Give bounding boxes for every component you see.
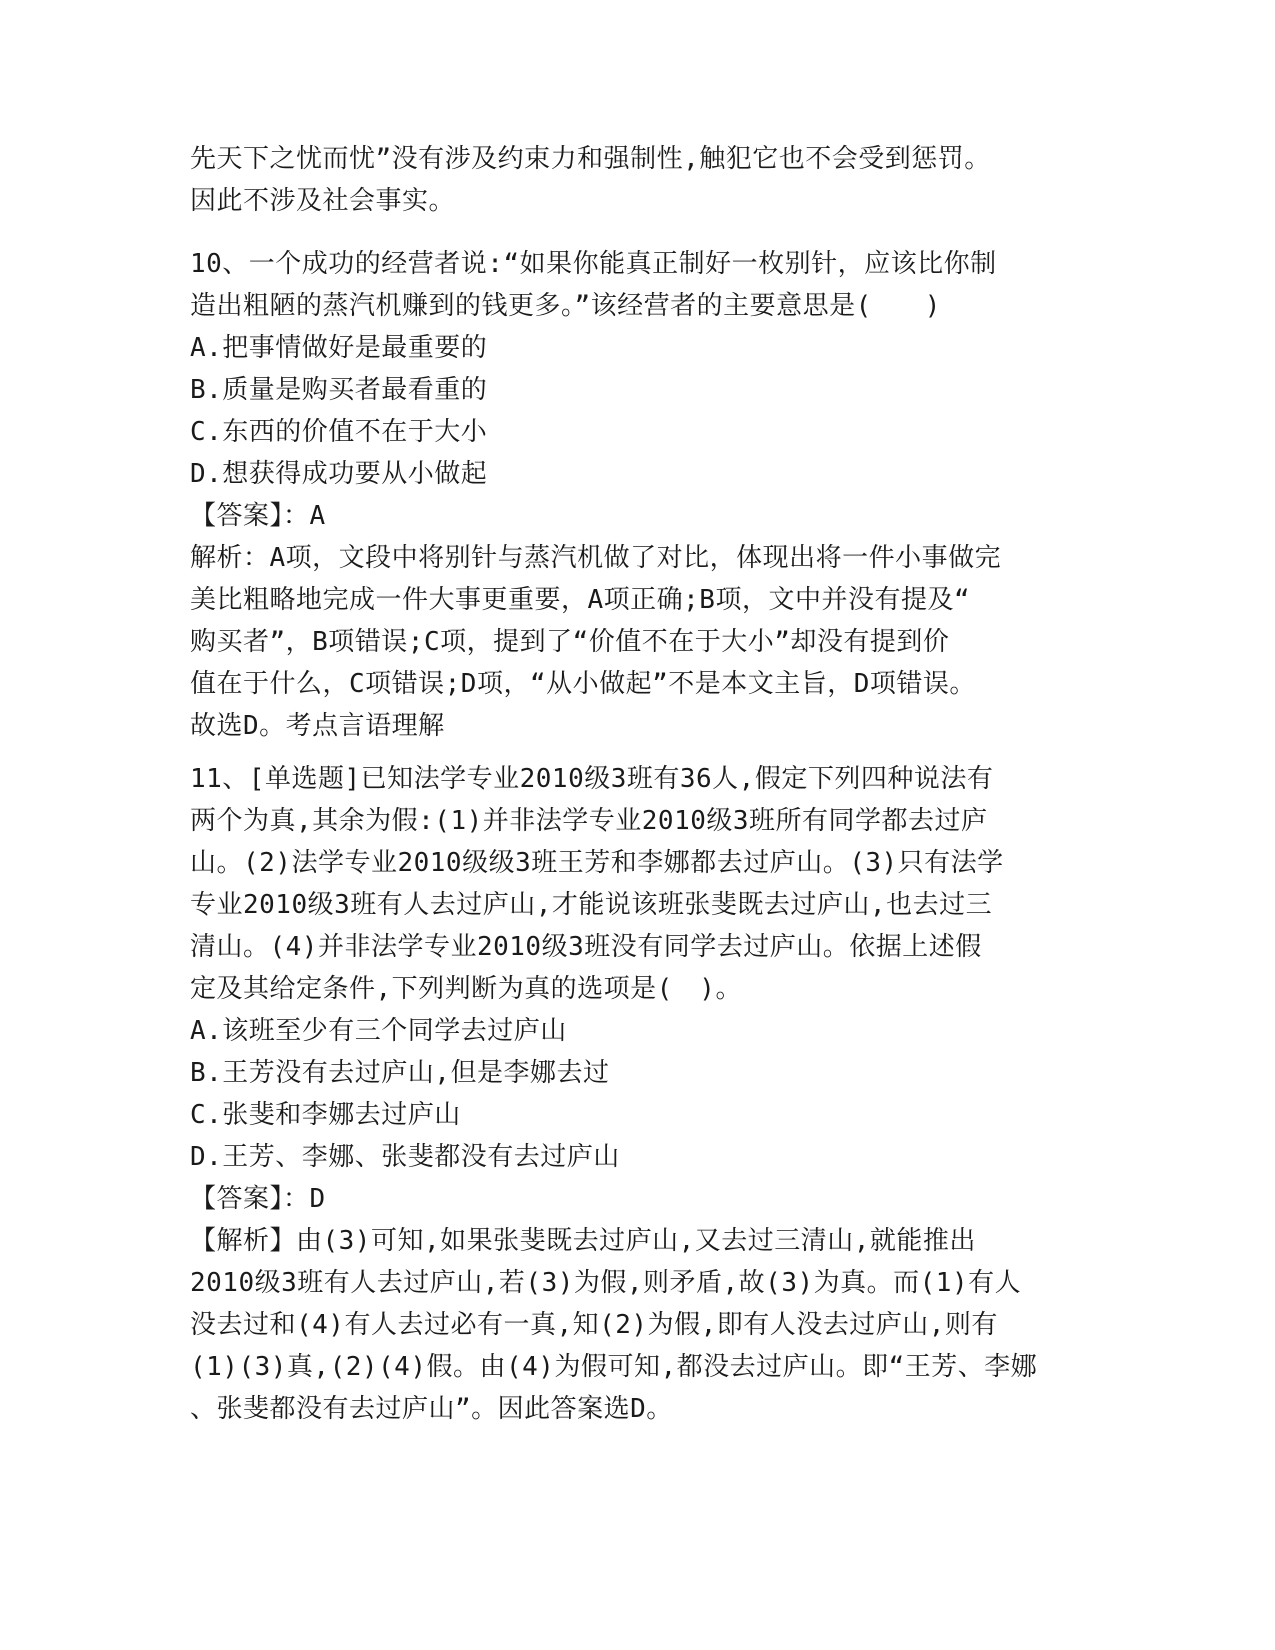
question-stem-line: 清山。(4)并非法学专业2010级3班没有同学去过庐山。依据上述假 xyxy=(190,932,982,962)
question-stem-line: 造出粗陋的蒸汽机赚到的钱更多。”该经营者的主要意思是( ) xyxy=(190,291,941,321)
question-10 xyxy=(190,243,1090,747)
option-c: C.东西的价值不在于大小 xyxy=(190,417,488,447)
answer-line: 【答案】：D xyxy=(190,1184,326,1214)
analysis-line: (1)(3)真,(2)(4)假。由(4)为假可知,都没去过庐山。即“王芳、李娜 xyxy=(190,1352,1038,1382)
analysis-line: 【解析】由(3)可知,如果张斐既去过庐山,又去过三清山,就能推出 xyxy=(190,1226,976,1256)
analysis-line: 值在于什么，C项错误;D项，“从小做起”不是本文主旨，D项错误。 xyxy=(190,669,976,699)
analysis-line: 解析：A项，文段中将别针与蒸汽机做了对比，体现出将一件小事做完 xyxy=(190,543,1002,573)
text-line: 先天下之忧而忧”没有涉及约束力和强制性,触犯它也不会受到惩罚。 xyxy=(190,144,991,174)
analysis-line: 2010级3班有人去过庐山,若(3)为假,则矛盾,故(3)为真。而(1)有人 xyxy=(190,1268,1022,1298)
option-d: D.王芳、李娜、张斐都没有去过庐山 xyxy=(190,1142,620,1172)
option-d: D.想获得成功要从小做起 xyxy=(190,459,488,489)
question-stem-line: 两个为真,其余为假:(1)并非法学专业2010级3班所有同学都去过庐 xyxy=(190,806,988,836)
analysis-line: 、张斐都没有去过庐山”。因此答案选D。 xyxy=(190,1394,673,1424)
option-b: B.王芳没有去过庐山,但是李娜去过 xyxy=(190,1058,610,1088)
question-stem-line: 11、[单选题]已知法学专业2010级3班有36人,假定下列四种说法有 xyxy=(190,764,994,794)
text-line: 因此不涉及社会事实。 xyxy=(190,186,456,216)
question-stem-line: 山。(2)法学专业2010级级3班王芳和李娜都去过庐山。(3)只有法学 xyxy=(190,848,1004,878)
option-a: A.该班至少有三个同学去过庐山 xyxy=(190,1016,567,1046)
analysis-line: 美比粗略地完成一件大事更重要，A项正确;B项，文中并没有提及“ xyxy=(190,585,971,615)
option-c: C.张斐和李娜去过庐山 xyxy=(190,1100,461,1130)
question-stem-line: 10、一个成功的经营者说:“如果你能真正制好一枚别针，应该比你制 xyxy=(190,249,997,279)
previous-analysis-continuation xyxy=(190,138,1090,222)
answer-line: 【答案】：A xyxy=(190,501,326,531)
question-stem-line: 专业2010级3班有人去过庐山,才能说该班张斐既去过庐山,也去过三 xyxy=(190,890,993,920)
analysis-line: 购买者”，B项错误;C项，提到了“价值不在于大小”却没有提到价 xyxy=(190,627,950,657)
option-b: B.质量是购买者最看重的 xyxy=(190,375,488,405)
question-stem-line: 定及其给定条件,下列判断为真的选项是( )。 xyxy=(190,974,742,1004)
analysis-line: 没去过和(4)有人去过必有一真,知(2)为假,即有人没去过庐山,则有 xyxy=(190,1310,998,1340)
option-a: A.把事情做好是最重要的 xyxy=(190,333,488,363)
analysis-line: 故选D。考点言语理解 xyxy=(190,711,445,741)
question-11 xyxy=(190,758,1090,1430)
